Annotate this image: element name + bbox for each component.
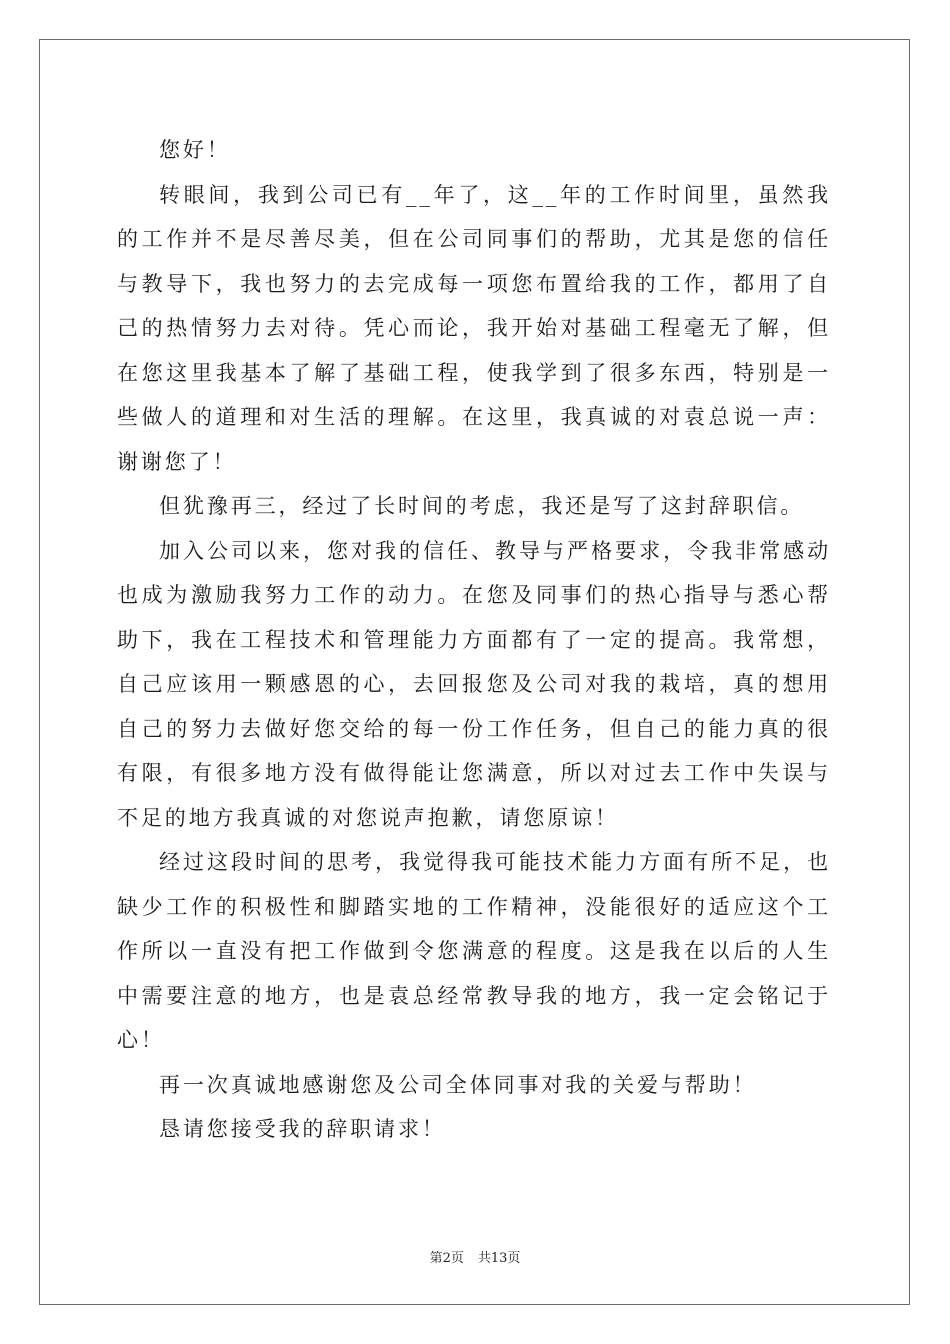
- paragraph-2: 但犹豫再三，经过了长时间的考虑，我还是写了这封辞职信。: [159, 494, 805, 518]
- greeting: 您好！: [159, 138, 231, 162]
- current-page-label: 第2页: [429, 1251, 464, 1266]
- paragraph-1: 转眼间，我到公司已有__年了，这__年的工作时间里，虽然我的工作并不是尽善尽美，但在公司同事们的帮助，尤其是您的信任与教导下，我也努力的去完成每一项您布置给我的工作，都用了自己的热情努力去对待。凭心而论，我开始对基础工程毫无了解，但在您这里我基本了解了基础工程，使我学到了很多东西，特别是一些做人的道理和对生活的理解。在这里，我真诚的对袁总说一声：谢谢您了！: [117, 182, 831, 474]
- page-footer: [0, 1247, 950, 1266]
- paragraph-6: 恳请您接受我的辞职请求！: [159, 1117, 446, 1141]
- paragraph-4: 经过这段时间的思考，我觉得我可能技术能力方面有所不足，也缺少工作的积极性和脚踏实地的工作精神，没能很好的适应这个工作所以一直没有把工作做到令您满意的程度。这是我在以后的人生中需要注意的地方，也是袁总经常教导我的地方，我一定会铭记于心！: [117, 850, 831, 1052]
- total-pages-label: 共13页: [477, 1251, 521, 1266]
- letter-body: [117, 128, 831, 1152]
- paragraph-5: 再一次真诚地感谢您及公司全体同事对我的关爱与帮助！: [159, 1072, 757, 1097]
- paragraph-3: 加入公司以来，您对我的信任、教导与严格要求，令我非常感动也成为激励我努力工作的动力。在您及同事们的热心指导与悉心帮助下，我在工程技术和管理能力方面都有了一定的提高。我常想，自己应该用一颗感恩的心，去回报您及公司对我的栽培，真的想用自己的努力去做好您交给的每一份工作任务，但自己的能力真的很有限，有很多地方没有做得能让您满意，所以对过去工作中失误与不足的地方我真诚的对您说声抱歉，请您原谅！: [117, 538, 831, 830]
